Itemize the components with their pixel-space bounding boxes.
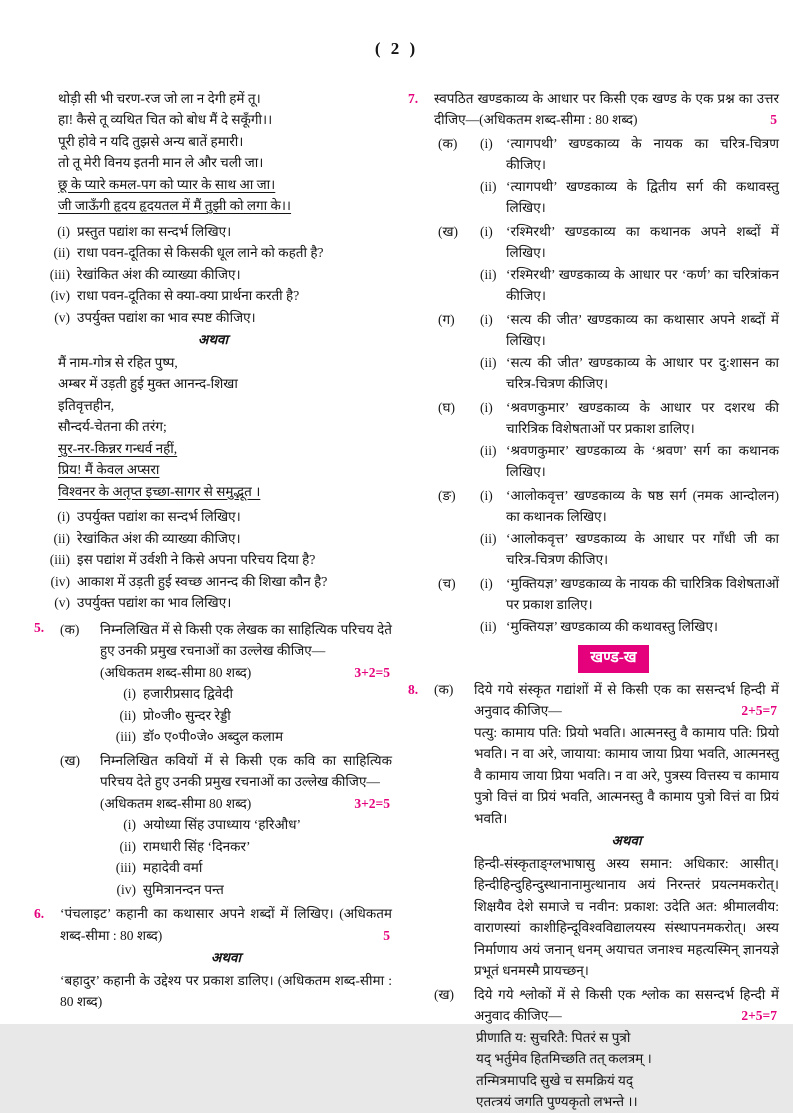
option-item	[100, 836, 392, 858]
question-5-part-a	[60, 619, 392, 748]
item-number: (ii)	[53, 245, 70, 260]
group-label: (क)	[438, 135, 458, 151]
item-number: (i)	[123, 686, 136, 701]
poem-line: मैं नाम-गोत्र से रहित पुष्प,	[58, 354, 178, 370]
item-text: प्रस्तुत पद्यांश का सन्दर्भ लिखिए।	[77, 223, 232, 239]
sub-question	[480, 528, 779, 571]
group-label: (घ)	[438, 399, 455, 415]
poem-line: हा! कैसे तू व्यथित चित को बोध मैं दे सकूँगी।।	[58, 112, 273, 127]
poem-line-underlined: जी जाऊँगी हृदय हृदयतल में मैं तुझी को लगा के।।	[58, 198, 292, 213]
marks-value: 5	[383, 927, 390, 943]
option-item	[100, 814, 392, 836]
question-alt-text: ‘बहादुर’ कहानी के उद्देश्य पर प्रकाश डालिए। (अधिकतम शब्द-सीमा : 80 शब्द)	[60, 972, 392, 1009]
item-number: (ii)	[480, 442, 497, 458]
item-number: (i)	[123, 817, 136, 832]
shloka-line: तन्मित्रमापदि सुखे च समक्रियं यद्	[476, 1072, 634, 1088]
poem-line-underlined: प्रिय! मैं केवल अप्सरा	[58, 462, 160, 477]
item-number: (i)	[480, 135, 493, 151]
sub-question	[480, 616, 779, 638]
item-number: (iii)	[49, 552, 70, 567]
word-limit-row	[100, 662, 392, 684]
marks-value: 2+5=7	[741, 1008, 777, 1023]
item-number: (i)	[480, 399, 493, 415]
item-text: ‘आलोकवृत्त’ खण्डकाव्य के षष्ठ सर्ग (नमक आन्दोलन) का कथानक लिखिए।	[506, 487, 779, 524]
item-number: (ii)	[53, 530, 70, 546]
question-number: 5.	[34, 619, 45, 635]
item-number: (iv)	[50, 288, 70, 303]
section-badge: खण्ड-ख	[578, 645, 648, 673]
question-7-group-ga	[434, 309, 779, 395]
question-item	[34, 221, 392, 243]
item-text: आकाश में उड़ती हुई स्वच्छ आनन्द की शिखा कौन है?	[77, 573, 328, 589]
option-item	[100, 857, 392, 879]
poem-line: थोड़ी सी भी चरण-रज जो ला न देगी हमें तू।	[58, 90, 261, 106]
option-item	[100, 705, 392, 727]
shloka-line: प्रीणाति य: सुचरितै: पितरं स पुत्रो	[476, 1029, 631, 1045]
question-8-part-b	[434, 984, 779, 1113]
item-number: (ii)	[480, 178, 497, 194]
item-text: ‘रश्मिरथी’ खण्डकाव्य का कथानक अपने शब्दों में लिखिए।	[506, 223, 779, 260]
item-number: (i)	[57, 223, 70, 239]
item-number: (iii)	[49, 266, 70, 282]
item-text: ‘सत्य की जीत’ खण्डकाव्य के आधार पर दु:शासन का चरित्र-चित्रण कीजिए।	[506, 354, 779, 391]
question-item	[34, 506, 392, 528]
question-item	[34, 528, 392, 550]
sub-question	[480, 397, 779, 440]
poem-line: पूरी होवे न यदि तुझसे अन्य बातें हमारी।	[58, 133, 244, 149]
marks-value: 3+2=5	[354, 664, 390, 680]
poem-line: सौन्दर्य-चेतना की तरंग;	[58, 419, 167, 434]
item-text: ‘त्यागपथी’ खण्डकाव्य के द्वितीय सर्ग की कथावस्तु लिखिए।	[506, 178, 779, 215]
question-item	[34, 549, 392, 571]
item-number: (ii)	[480, 530, 497, 546]
item-text: ‘त्यागपथी’ खण्डकाव्य के नायक का चरित्र-चित्रण कीजिए।	[506, 135, 779, 172]
question-item	[34, 264, 392, 286]
question-5-part-b	[60, 750, 392, 901]
item-text: ‘आलोकवृत्त’ खण्डकाव्य के आधार पर गाँधी जी का चरित्र-चित्रण कीजिए।	[506, 530, 779, 567]
question-7-group-cha	[434, 573, 779, 638]
item-number: (v)	[54, 309, 70, 325]
item-text: सुमित्रानन्दन पन्त	[143, 881, 224, 897]
sub-question	[480, 440, 779, 483]
sub-question	[480, 485, 779, 528]
item-text: रेखांकित अंश की व्याख्या कीजिए।	[77, 530, 241, 546]
group-label: (ख)	[438, 223, 459, 239]
item-number: (i)	[480, 487, 493, 503]
poem-line: तो तू मेरी विनय इतनी मान ले और चली जा।	[58, 155, 264, 170]
item-number: (i)	[480, 223, 493, 239]
option-item	[100, 879, 392, 901]
item-text: ‘सत्य की जीत’ खण्डकाव्य का कथासार अपने शब्दों में लिखिए।	[506, 311, 779, 348]
passage2-questions	[34, 506, 392, 614]
option-item	[100, 683, 392, 705]
question-7-group-ka	[434, 133, 779, 219]
item-number: (iv)	[50, 573, 70, 589]
item-text: राधा पवन-दूतिका से क्या-क्या प्रार्थना करती है?	[77, 288, 300, 303]
item-number: (v)	[54, 595, 70, 610]
question-7-group-gha	[434, 397, 779, 483]
marks-value: 3+2=5	[354, 795, 390, 811]
question-item	[34, 571, 392, 593]
word-limit: (अधिकतम शब्द-सीमा 80 शब्द)	[100, 795, 252, 811]
word-limit-row	[100, 793, 392, 815]
item-text: राधा पवन-दूतिका से किसकी धूल लाने को कहती है?	[77, 245, 324, 260]
item-number: (ii)	[119, 838, 136, 854]
item-number: (i)	[480, 311, 493, 327]
section-kha-heading	[448, 645, 779, 673]
poem-passage-1	[58, 88, 392, 217]
question-item	[34, 285, 392, 307]
question-7	[408, 88, 779, 638]
poem-line-underlined: सुर-नर-किन्नर गन्धर्व नहीं,	[58, 440, 178, 456]
sanskrit-passage: पत्यु: कामाय पति: प्रियो भवति। आत्मनस्तु वै कामाय पति: प्रियो भवति। न वा अरे, जायाया: कामाय जाया प्रिया भवति, आत्मनस्तु वै कामाय जाया प्रिया भवति। न वा अरे, पुत्रस्य वित्तस्य च कामाय पुत्रो वित्तं वा प्रियं भवति, आत्मनस्तु वै कामाय पुत्रो वित्तं वा प्रियं भवति।	[474, 724, 779, 826]
poem-line: अम्बर में उड़ती हुई मुक्त आनन्द-शिखा	[58, 376, 238, 391]
marks-value: 5	[770, 112, 777, 127]
sub-question	[480, 309, 779, 352]
item-text: उपर्युक्त पद्यांश का भाव लिखिए।	[77, 595, 232, 610]
question-text: दिये गये संस्कृत गद्यांशों में से किसी एक का ससन्दर्भ हिन्दी में अनुवाद कीजिए— 2+5=7	[474, 679, 779, 722]
question-text: निम्नलिखित कवियों में से किसी एक कवि का साहित्यिक परिचय देते हुए उनकी प्रमुख रचनाओं का उल्लेख कीजिए—	[100, 752, 392, 789]
question-number: 6.	[34, 906, 45, 921]
passage1-questions	[34, 221, 392, 329]
right-column	[408, 88, 779, 1113]
left-column	[34, 88, 392, 1113]
question-item	[34, 307, 392, 329]
item-text: रेखांकित अंश की व्याख्या कीजिए।	[77, 266, 241, 282]
word-limit: (अधिकतम शब्द-सीमा 80 शब्द)	[100, 664, 252, 680]
question-8	[408, 679, 779, 1113]
marks-value: 2+5=7	[741, 703, 777, 718]
item-text: ‘मुक्तियज्ञ’ खण्डकाव्य के नायक की चारित्रिक विशेषताओं पर प्रकाश डालिए।	[506, 575, 779, 612]
item-text: अयोध्या सिंह उपाध्याय ‘हरिऔध’	[143, 817, 302, 832]
item-number: (ii)	[480, 266, 497, 282]
group-label: (ग)	[438, 311, 455, 327]
part-label: (क)	[434, 681, 454, 697]
item-text: प्रो०जी० सुन्दर रेड्डी	[143, 707, 231, 723]
shloka-line: यद् भर्तुमेव हितमिच्छति तत् कलत्रम् ।	[476, 1051, 652, 1066]
item-text: ‘रश्मिरथी’ खण्डकाव्य के आधार पर ‘कर्ण’ का चरित्रांकन कीजिए।	[506, 266, 779, 303]
or-heading: अथवा	[611, 833, 642, 848]
option-item	[100, 726, 392, 748]
two-column-layout	[0, 60, 793, 1113]
question-item	[34, 592, 392, 614]
item-text: ‘मुक्तियज्ञ’ खण्डकाव्य की कथावस्तु लिखिए।	[506, 618, 719, 634]
poem-passage-2	[58, 352, 392, 503]
or-heading: अथवा	[198, 332, 228, 347]
item-number: (iii)	[115, 860, 136, 875]
item-text: डॉ० ए०पी०जे० अब्दुल कलाम	[143, 729, 284, 744]
sub-question	[480, 352, 779, 395]
sub-question	[480, 573, 779, 616]
question-text: दिये गये श्लोकों में से किसी एक श्लोक का ससन्दर्भ हिन्दी में अनुवाद कीजिए— 2+5=7	[474, 984, 779, 1027]
question-7-group-nga	[434, 485, 779, 571]
item-text: हजारीप्रसाद द्विवेदी	[143, 686, 233, 701]
question-number: 7.	[408, 90, 419, 106]
question-text: स्वपठित खण्डकाव्य के आधार पर किसी एक खण्ड के एक प्रश्न का उत्तर दीजिए—(अधिकतम शब्द-सीमा : 80 शब्द) 5	[434, 88, 779, 131]
page-number: ( 2 )	[374, 39, 419, 58]
question-item	[34, 242, 392, 264]
item-text: ‘श्रवणकुमार’ खण्डकाव्य के ‘श्रवण’ सर्ग का कथानक लिखिए।	[506, 442, 779, 479]
poem-line: इतिवृत्तहीन,	[58, 397, 115, 413]
sub-question	[480, 264, 779, 307]
poem-line-underlined: छू के प्यारे कमल-पग को प्यार के साथ आ जा।	[58, 176, 276, 192]
shloka-line: एतत्त्रयं जगति पुण्यकृतो लभन्ते ।।	[476, 1094, 638, 1109]
item-text: इस पद्यांश में उर्वशी ने किसे अपना परिचय दिया है?	[77, 552, 316, 567]
question-text: निम्नलिखित में से किसी एक लेखक का साहित्यिक परिचय देते हुए उनकी प्रमुख रचनाओं का उल्लेख कीजिए—	[100, 621, 392, 658]
item-number: (ii)	[480, 618, 497, 634]
sanskrit-passage-alt: हिन्दी-संस्कृताङ्ग्लभाषासु अस्य समान: अधिकार: आसीत्। हिन्दीहिन्दुहिन्दुस्थानानामुत्थानाय अयं निरन्तरं प्रयत्नमकरोत्। शिक्षयैव देशे समाजे च नवीन: प्रकाश: उदेति अत: श्रीमालवीय: वाराणस्यां काशीहिन्दूविश्वविद्यालयस्य संस्थापनमकरोत्। अस्य निर्माणाय अयं जनान् धनम् अयाचत जनाश्च महत्यस्मिन् ज्ञानयज्ञे प्रभूतं धनमस्मै प्रायच्छन्।	[474, 855, 779, 978]
group-label: (च)	[438, 575, 456, 591]
item-number: (i)	[480, 575, 493, 591]
item-text: महादेवी वर्मा	[143, 860, 203, 875]
sub-question	[480, 176, 779, 219]
question-7-group-kha	[434, 221, 779, 307]
sub-question	[480, 133, 779, 176]
part-label: (क)	[60, 621, 80, 637]
or-heading: अथवा	[211, 950, 241, 965]
question-6	[34, 903, 392, 1013]
part-label: (ख)	[60, 752, 81, 768]
item-number: (iv)	[116, 881, 136, 897]
item-number: (i)	[57, 509, 70, 524]
question-text: ‘पंचलाइट’ कहानी का कथासार अपने शब्दों में लिखिए। (अधिकतम शब्द-सीमा : 80 शब्द) 5	[60, 903, 392, 946]
sub-question	[480, 221, 779, 264]
question-8-part-a	[434, 679, 779, 982]
question-5	[34, 617, 392, 901]
part-label: (ख)	[434, 986, 455, 1002]
shloka-passage	[476, 1027, 779, 1113]
question-number: 8.	[408, 681, 419, 697]
item-number: (ii)	[480, 354, 497, 370]
item-text: उपर्युक्त पद्यांश का भाव स्पष्ट कीजिए।	[77, 309, 256, 325]
poem-line-underlined: विश्वनर के अतृप्त इच्छा-सागर से समुद्भूत ।	[58, 483, 261, 499]
item-number: (iii)	[115, 729, 136, 744]
item-text: ‘श्रवणकुमार’ खण्डकाव्य के आधार पर दशरथ की चारित्रिक विशेषताओं पर प्रकाश डालिए।	[506, 399, 779, 436]
group-label: (ङ)	[438, 487, 456, 503]
item-number: (ii)	[119, 707, 136, 723]
item-text: रामधारी सिंह ‘दिनकर’	[143, 838, 251, 854]
item-text: उपर्युक्त पद्यांश का सन्दर्भ लिखिए।	[77, 509, 241, 524]
